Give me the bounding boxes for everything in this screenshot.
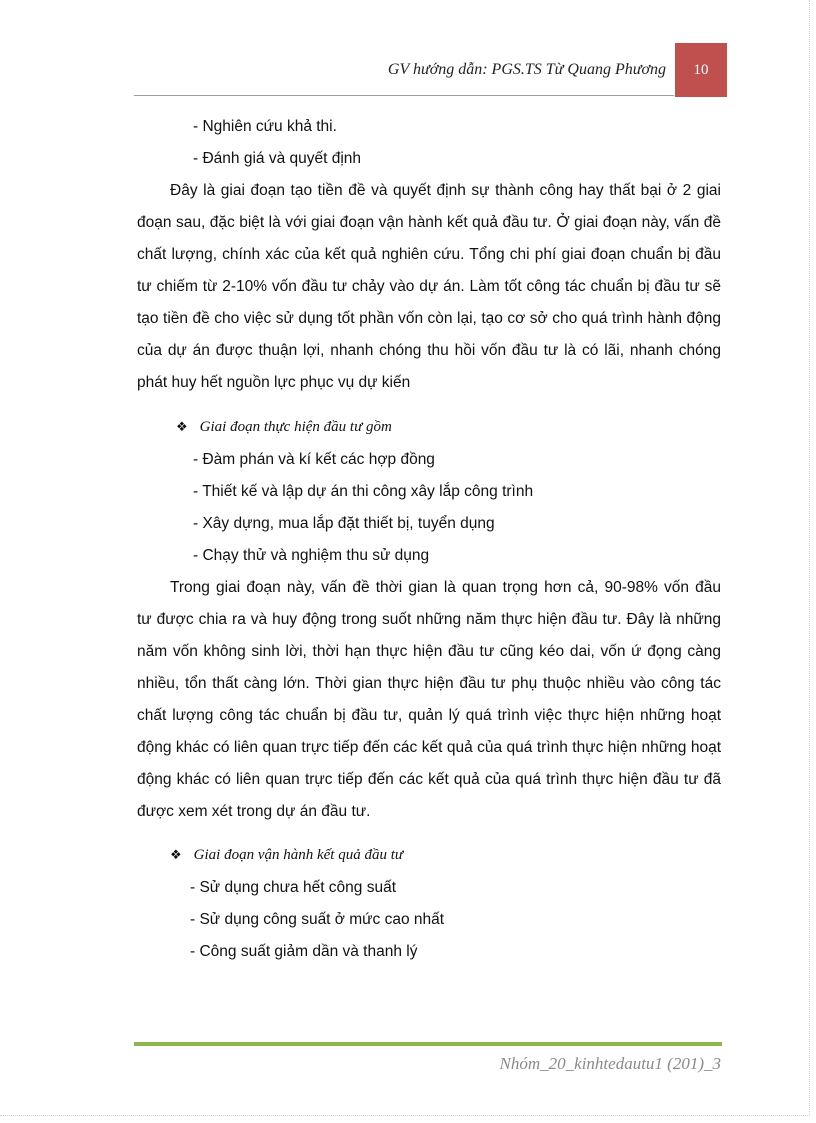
paragraph-line: chất lượng công tác chuẩn bị đầu tư, quản lý quá trình việc thực hiện những hoạt — [137, 707, 721, 724]
diamond-bullet-icon: ❖ — [176, 419, 188, 434]
header-rule — [134, 95, 674, 96]
paragraph-line: đoạn sau, đặc biệt là với giai đoạn vận hành kết quả đầu tư. Ở giai đoạn này, vấn đề — [137, 214, 721, 231]
list-item: - Xây dựng, mua lắp đặt thiết bị, tuyển dụng — [193, 515, 495, 532]
section-heading-text: Giai đoạn thực hiện đầu tư gồm — [199, 419, 392, 435]
page-number: 10 — [693, 61, 709, 78]
list-item: - Chạy thử và nghiệm thu sử dụng — [193, 547, 430, 564]
list-item: - Đánh giá và quyết định — [193, 150, 362, 167]
section-heading — [170, 847, 403, 864]
paragraph-line: tư chiếm từ 2-10% vốn đầu tư chảy vào dự án. Làm tốt công tác chuẩn bị đầu tư sẽ — [137, 278, 721, 295]
paragraph-line: động khác có liên quan trực tiếp đến các kết quả của quá trình thực hiện những hoạt — [137, 739, 721, 756]
list-item: - Thiết kế và lập dự án thi công xây lắp công trình — [193, 483, 534, 500]
paragraph-line: tư được chia ra và huy động trong suốt những năm thực hiện đầu tư. Đây là những — [137, 611, 721, 628]
footer-rule — [134, 1042, 722, 1046]
paragraph-line: Đây là giai đoạn tạo tiền đề và quyết định sự thành công hay thất bại ở 2 giai — [170, 182, 721, 199]
paragraph-line: năm vốn không sinh lời, thời hạn thực hiện đầu tư cũng kéo dai, vốn ứ đọng càng — [137, 643, 721, 660]
footer-text: Nhóm_20_kinhtedautu1 (201)_3 — [499, 1054, 721, 1073]
paragraph-line: của dự án được thuận lợi, nhanh chóng thu hồi vốn đầu tư là có lãi, nhanh chóng — [137, 342, 721, 359]
list-item: - Sử dụng chưa hết công suất — [190, 879, 397, 896]
header-title: GV hướng dẫn: PGS.TS Từ Quang Phương — [387, 61, 666, 78]
paragraph-line: tạo tiền đề cho việc sử dụng tốt phần vốn còn lại, tạo cơ sở cho quá trình hành động — [137, 310, 721, 327]
paragraph-line: được xem xét trong dự án đầu tư. — [137, 803, 371, 820]
diamond-bullet-icon: ❖ — [170, 847, 182, 862]
paragraph-line: chất lượng, chính xác của kết quả nghiên cứu. Tổng chi phí giai đoạn chuẩn bị đầu — [137, 246, 721, 263]
list-item: - Nghiên cứu khả thi. — [193, 118, 337, 135]
list-item: - Đàm phán và kí kết các hợp đồng — [193, 451, 435, 468]
paragraph-line: phát huy hết nguồn lực phục vụ dự kiến — [137, 374, 411, 391]
section-heading-text: Giai đoạn vận hành kết quả đầu tư — [193, 847, 404, 863]
section-heading — [176, 419, 392, 436]
list-item: - Sử dụng công suất ở mức cao nhất — [190, 911, 445, 928]
list-item: - Công suất giảm dần và thanh lý — [190, 943, 418, 960]
page-number-badge — [675, 43, 727, 97]
paragraph-line: động khác có liên quan trực tiếp đến các kết quả của quá trình thực hiện đầu tư đã — [137, 771, 721, 788]
paragraph-line: nhiều, tổn thất càng lớn. Thời gian thực hiện đầu tư phụ thuộc nhiều vào công tác — [137, 675, 721, 692]
paragraph-line: Trong giai đoạn này, vấn đề thời gian là quan trọng hơn cả, 90-98% vốn đầu — [170, 579, 721, 596]
